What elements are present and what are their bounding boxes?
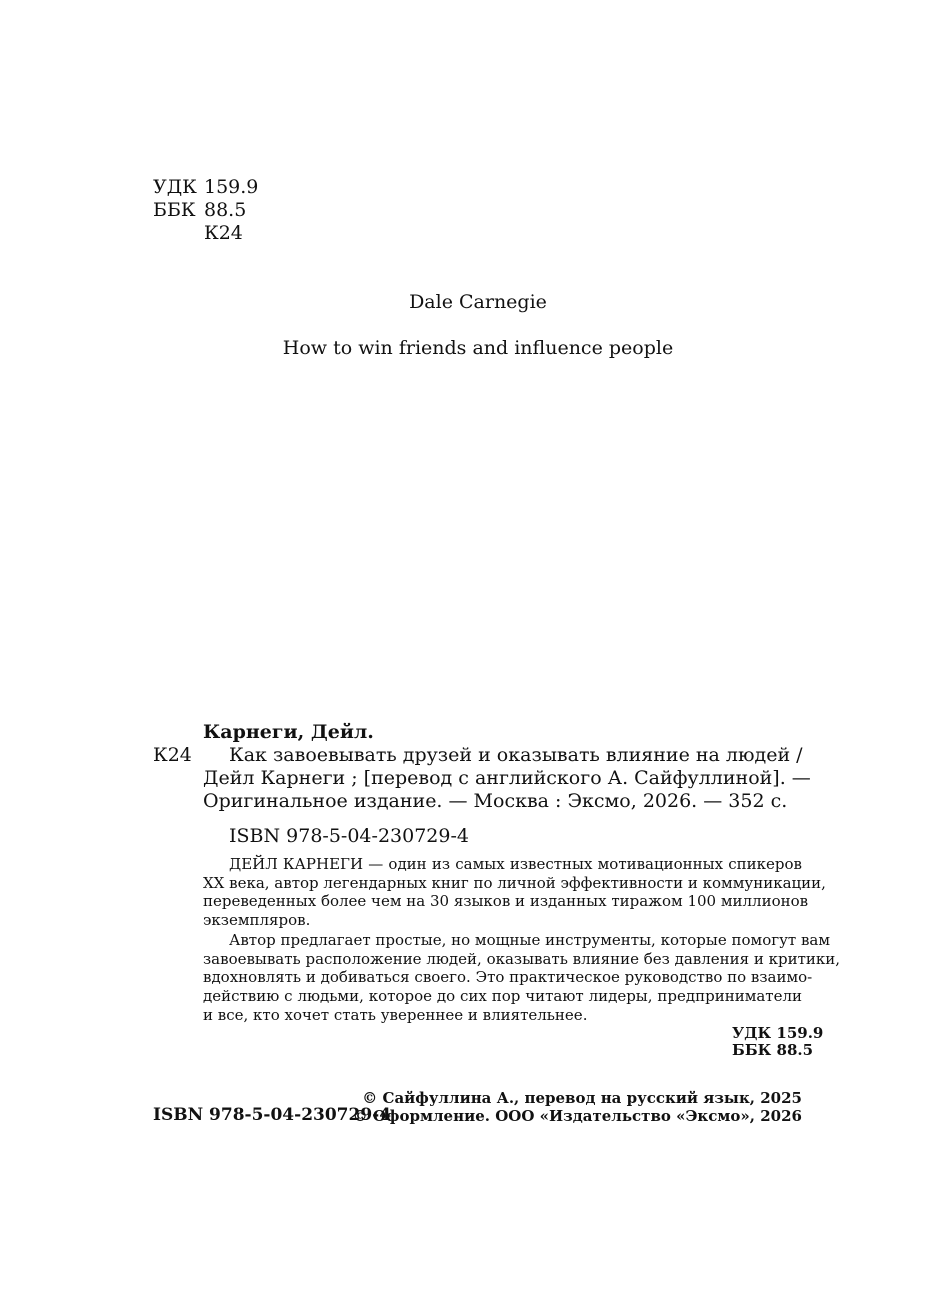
record-author-sign: К24	[153, 744, 192, 766]
annotation-p1-line-1: ДЕЙЛ КАРНЕГИ — один из самых известных мотивационных спикеров	[229, 855, 802, 873]
annotation-p1-line-4: экземпляров.	[203, 911, 311, 929]
bbk-label: ББК	[153, 199, 196, 221]
annotation-p2-line-2: завоевывать расположение людей, оказывать влияние без давления и критики,	[203, 950, 841, 968]
annotation-udk: УДК 159.9	[732, 1024, 824, 1042]
original-title: How to win friends and influence people	[282, 337, 674, 359]
annotation-p1-line-2: XX века, автор легендарных книг по личной эффективности и коммуникации,	[203, 874, 826, 892]
annotation-bbk: ББК 88.5	[732, 1041, 814, 1059]
annotation-p2-line-3: вдохновлять и добиваться своего. Это практическое руководство по взаимо-	[203, 968, 813, 986]
original-author: Dale Carnegie	[409, 291, 547, 313]
udk-label: УДК	[153, 176, 197, 198]
record-heading: Карнеги, Дейл.	[203, 721, 374, 743]
annotation-p2-line-1: Автор предлагает простые, но мощные инструменты, которые помогут вам	[229, 931, 831, 949]
copyright-translation: © Сайфуллина А., перевод на русский язык, 2025	[362, 1089, 802, 1107]
record-isbn: ISBN 978-5-04-230729-4	[229, 825, 469, 847]
record-line-1: Как завоевывать друзей и оказывать влияние на людей /	[229, 744, 803, 766]
copyright-design: © Оформление. ООО «Издательство «Эксмо», 2026	[352, 1107, 802, 1125]
annotation-p2-line-5: и все, кто хочет стать увереннее и влиятельнее.	[203, 1006, 588, 1024]
udk-value: 159.9	[204, 176, 259, 198]
record-line-3: Оригинальное издание. — Москва : Эксмо, 2026. — 352 с.	[203, 790, 788, 812]
annotation-p1-line-3: переведенных более чем на 30 языков и изданных тиражом 100 миллионов	[203, 892, 809, 910]
footer-isbn: ISBN 978-5-04-230729-4	[153, 1105, 392, 1125]
record-line-2: Дейл Карнеги ; [перевод с английского А. Сайфуллиной]. —	[203, 767, 811, 789]
annotation-p2-line-4: действию с людьми, которое до сих пор читают лидеры, предприниматели	[203, 987, 802, 1005]
author-sign: К24	[204, 222, 243, 244]
bbk-value: 88.5	[204, 199, 247, 221]
